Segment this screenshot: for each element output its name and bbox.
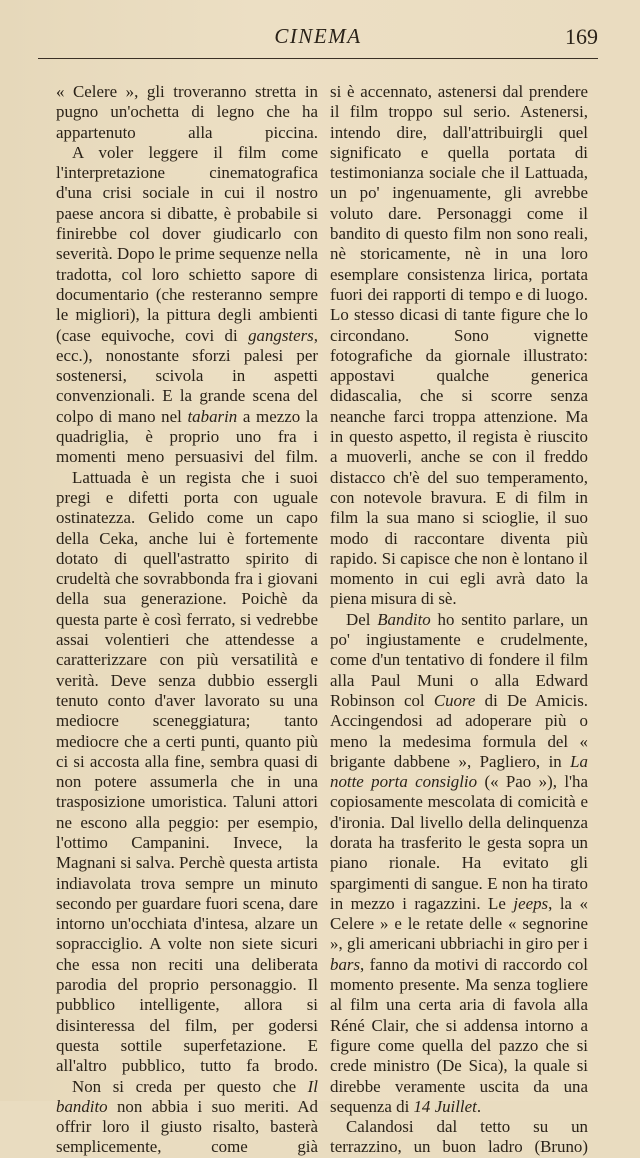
running-head: CINEMA (274, 24, 362, 48)
italic-term: bars (330, 954, 361, 974)
paragraph: Calandosi dal tetto su un terrazzino, un buon ladro (Bruno) (330, 1117, 588, 1157)
italic-title: 14 Juillet (413, 1096, 477, 1116)
page-header (38, 24, 598, 59)
paragraph (56, 1077, 318, 1158)
italic-title: Il bandito (56, 1076, 318, 1116)
text-run: non abbia i suo meriti. Ad offrir loro il giusto risalto, basterà semplicemente, come già (56, 1096, 318, 1157)
paragraph: Lattuada è un regista che i suoi pregi e difetti porta con uguale ostinatezza. Gelido come un capo della Ceka, anche lui è fortemente dotato di quell'astratto spirito di crudeltà che sovrabbonda fra i giovani della sua generazione. Poichè da questa parte è così ferrato, si vedrebbe assai volentieri che attendesse a caratterizzare con più versatilità e verità. Deve senza dubbio essergli tenuto conto d'aver lavorato su una mediocre sceneggiatura; tanto mediocre che a certi punti, quanto più ci si accosta alla fine, sembra quasi di non potere assumerla che in una trasposizione umoristica. Taluni attori ne escono alla peggio: per esempio, l'ottimo Campanini. Invece, la Magnani si salva. Perchè questa artista indiavolata trova sempre un minuto secondo per guardare fuori scena, dare intorno un'occhiata d'intesa, alzare un sopracciglio. A volte non siete sicuri che essa non reciti una deliberata parodia del proprio personaggio. Il pubblico intelligente, allora si disinteressa del film, per godersi questa sottile superfetazione. E all'altro pubblico, tutto fa brodo. (56, 467, 318, 1076)
right-column (330, 82, 588, 1158)
text-run: (« Pao »), l'ha copiosamente mescolata di comicità e d'ironia. Dal livello della delinquenza dorata ha trasferito le gesta sopra un piano rionale. Ha evitato gli spargimenti di sangue. E non ha tirato in mezzo i ragazzini. Le (330, 772, 588, 913)
paragraph: si è accennato, astenersi dal prendere il film troppo sul serio. Astenersi, intendo dire, dall'attribuirgli quel significato e quella portata di testimonianza sociale che il Lattuada, un po' ingenuamente, gli avrebbe voluto dare. Personaggi come il bandito di questo film non sono reali, nè storicamente, nè in una loro esemplare consistenza lirica, portata fuori dei rapporti di tempo e di luogo. Lo stesso dicasi di tante figure che lo circondano. Sono vignette fotografiche da giornale illustrato: appostavi qualche generica didascalia, che si scorre senza neanche farci troppa attenzione. Ma in questo aspetto, il regista è riuscito a muoverli, anche se con il freddo distacco ch'è del suo temperamento, con notevole bravura. E di film in film la sua mano si scioglie, il suo modo di raccontare diventa più rapido. Si capisce che non è lontano il momento in cui egli avrà dato la piena misura di sè. (330, 82, 588, 609)
italic-term: tabarin (187, 406, 238, 426)
text-run: ho sentito parlare, un po' ingiustamente e crudelmente, come d'un tentativo di fondere il film alla Paul Muni o alla Edward Robinson col (330, 609, 588, 710)
italic-term: jeeps (513, 893, 549, 913)
text-run: a mezzo la quadriglia, è proprio uno fra i momenti meno persuasivi del film. (56, 406, 318, 467)
paragraph: « Celere », gli troveranno stretta in pugno un'ochetta di legno che ha appartenuto alla piccina. (56, 82, 318, 142)
italic-title: Bandito (377, 609, 431, 629)
page-number: 169 (565, 24, 598, 49)
text-run: Del (346, 609, 378, 629)
italic-title: Cuore (433, 690, 476, 710)
paragraph (56, 143, 318, 468)
text-run: , fanno da motivi di raccordo col momento presente. Ma senza togliere al film una certa aria di favola alla Réné Clair, che si addensa intorno a figure come quella del pazzo che si crede ministro (De Sica), la quale si direbbe veramente uscita da una sequenza di (330, 954, 588, 1116)
text-run: di De Amicis. Accingendosi ad adoperare più o meno la medesima formula del « brigante dabbene », Pagliero, in (330, 690, 588, 771)
paragraph (330, 610, 588, 1117)
text-run: , ecc.), nonostante sforzi palesi per sostenersi, scivola in aspetti convenzionali. E la grande scena del colpo di mano nel (56, 325, 318, 426)
left-column (56, 82, 318, 1158)
text-run: Non si creda per questo che (72, 1076, 308, 1096)
text-run: . (476, 1096, 482, 1116)
text-run: , la « Celere » e le retate delle « segnorine », gli americani ubbriachi in giro per i (330, 893, 588, 954)
italic-term: gangsters (248, 325, 314, 345)
text-run: A voler leggere il film come l'interpretazione cinematografica d'una crisi sociale in cui il nostro paese ancora si dibatte, è probabile si finirebbe col dover giudicarlo con severità. Dopo le prime sequenze nella tradotta, col loro schietto sapore di documentario (che resteranno sempre le migliori), la pittura degli ambienti (case equivoche, covi di (56, 142, 318, 345)
italic-title: La notte porta consiglio (330, 751, 588, 792)
